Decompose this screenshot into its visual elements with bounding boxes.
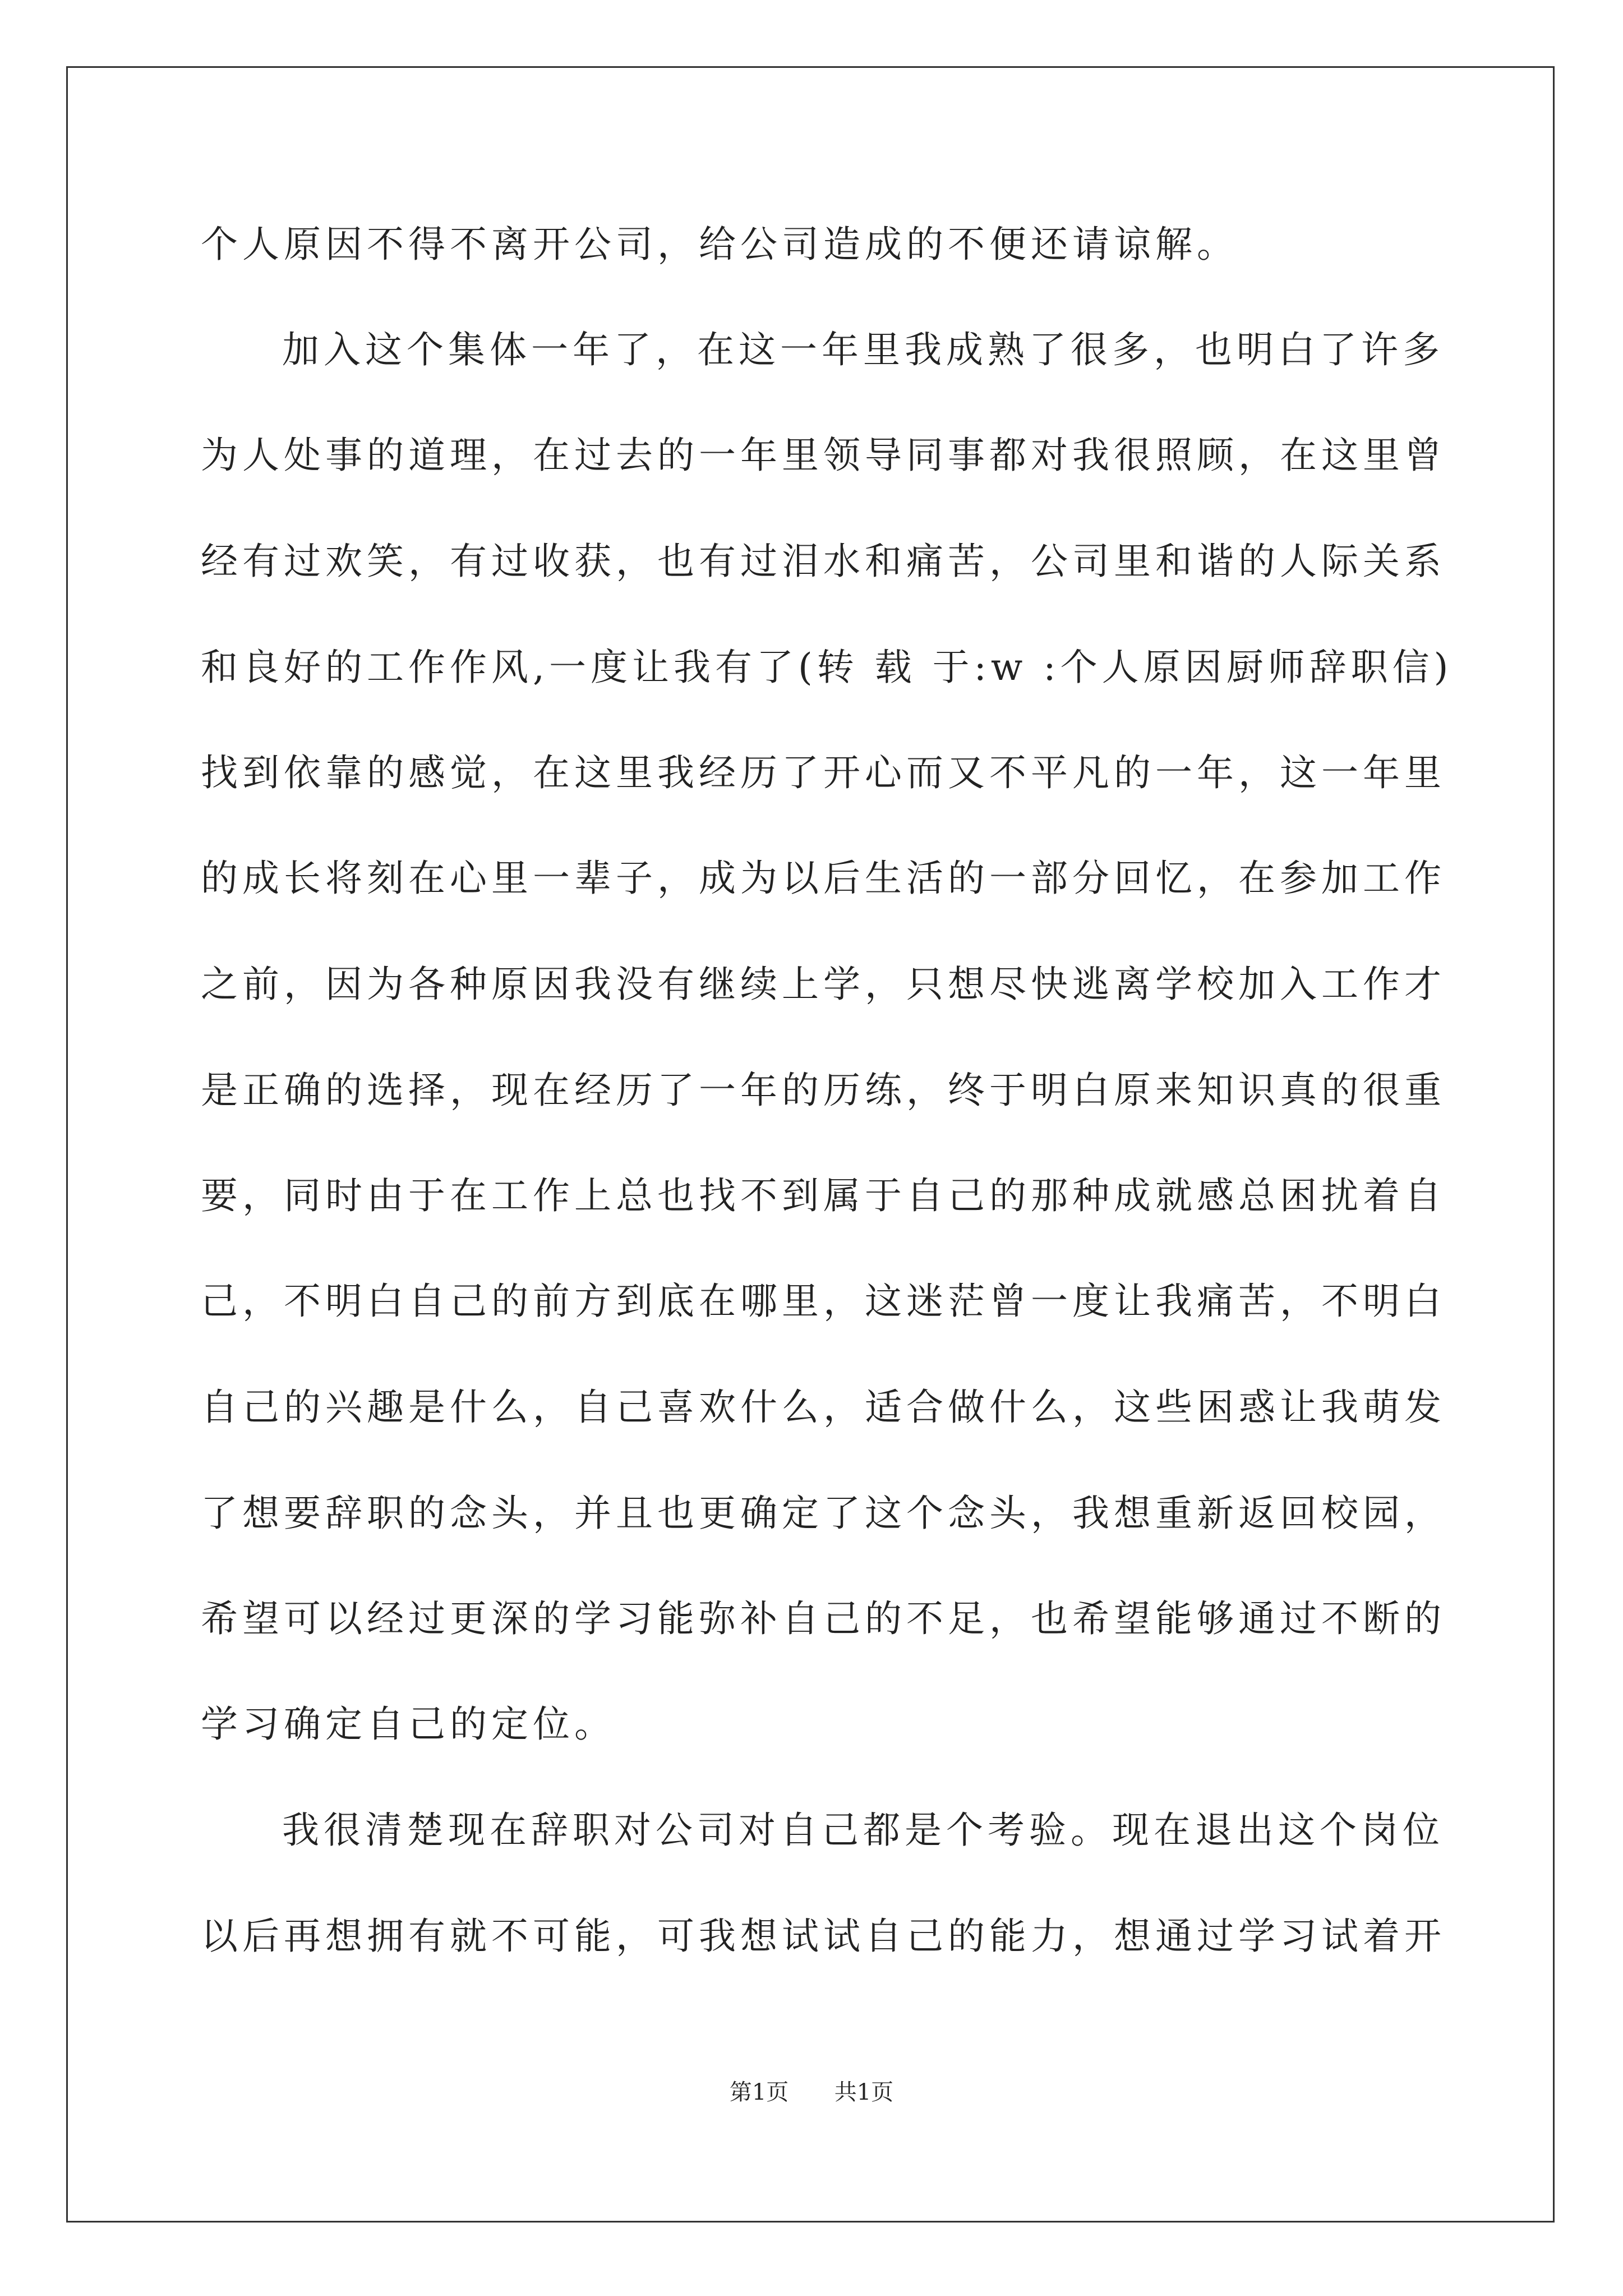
text-line: 个人原因不得不离开公司，给公司造成的不便还请谅解。 xyxy=(201,223,1238,266)
text-line: 了想要辞职的念头，并且也更确定了这个念头，我想重新返回校园， xyxy=(201,1492,1446,1535)
text-line: 加入这个集体一年了，在这一年里我成熟了很多，也明白了许多 xyxy=(282,328,1444,371)
text-line: 学习确定自己的定位。 xyxy=(201,1703,616,1746)
text-line: 希望可以经过更深的学习能弥补自己的不足，也希望能够通过不断的 xyxy=(201,1597,1446,1640)
text-line: 为人处事的道理，在过去的一年里领导同事都对我很照顾，在这里曾 xyxy=(201,434,1446,477)
text-line: 要，同时由于在工作上总也找不到属于自己的那种成就感总困扰着自 xyxy=(201,1174,1446,1217)
text-line: 己，不明白自己的前方到底在哪里，这迷茫曾一度让我痛苦，不明白 xyxy=(201,1280,1446,1323)
text-line: 以后再想拥有就不可能，可我想试试自己的能力，想通过学习试着开 xyxy=(201,1915,1446,1958)
text-line: 我很清楚现在辞职对公司对自己都是个考验。现在退出这个岗位 xyxy=(282,1809,1444,1852)
text-line: 找到依靠的感觉，在这里我经历了开心而又不平凡的一年，这一年里 xyxy=(201,751,1446,794)
page-number: 第1页 xyxy=(729,2079,789,2105)
page-total: 共1页 xyxy=(834,2079,894,2105)
page-border xyxy=(66,66,1555,2223)
text-line: 的成长将刻在心里一辈子，成为以后生活的一部分回忆，在参加工作 xyxy=(201,857,1446,900)
page-footer xyxy=(0,2077,1623,2108)
text-line: 和良好的工作作风,一度让我有了(转 载 于:w :个人原因厨师辞职信) xyxy=(201,646,1453,689)
text-line: 自己的兴趣是什么，自己喜欢什么，适合做什么，这些困惑让我萌发 xyxy=(201,1386,1446,1429)
text-line: 之前，因为各种原因我没有继续上学，只想尽快逃离学校加入工作才 xyxy=(201,963,1446,1006)
text-line: 经有过欢笑，有过收获，也有过泪水和痛苦，公司里和谐的人际关系 xyxy=(201,540,1446,583)
text-line: 是正确的选择，现在经历了一年的历练，终于明白原来知识真的很重 xyxy=(201,1069,1446,1112)
